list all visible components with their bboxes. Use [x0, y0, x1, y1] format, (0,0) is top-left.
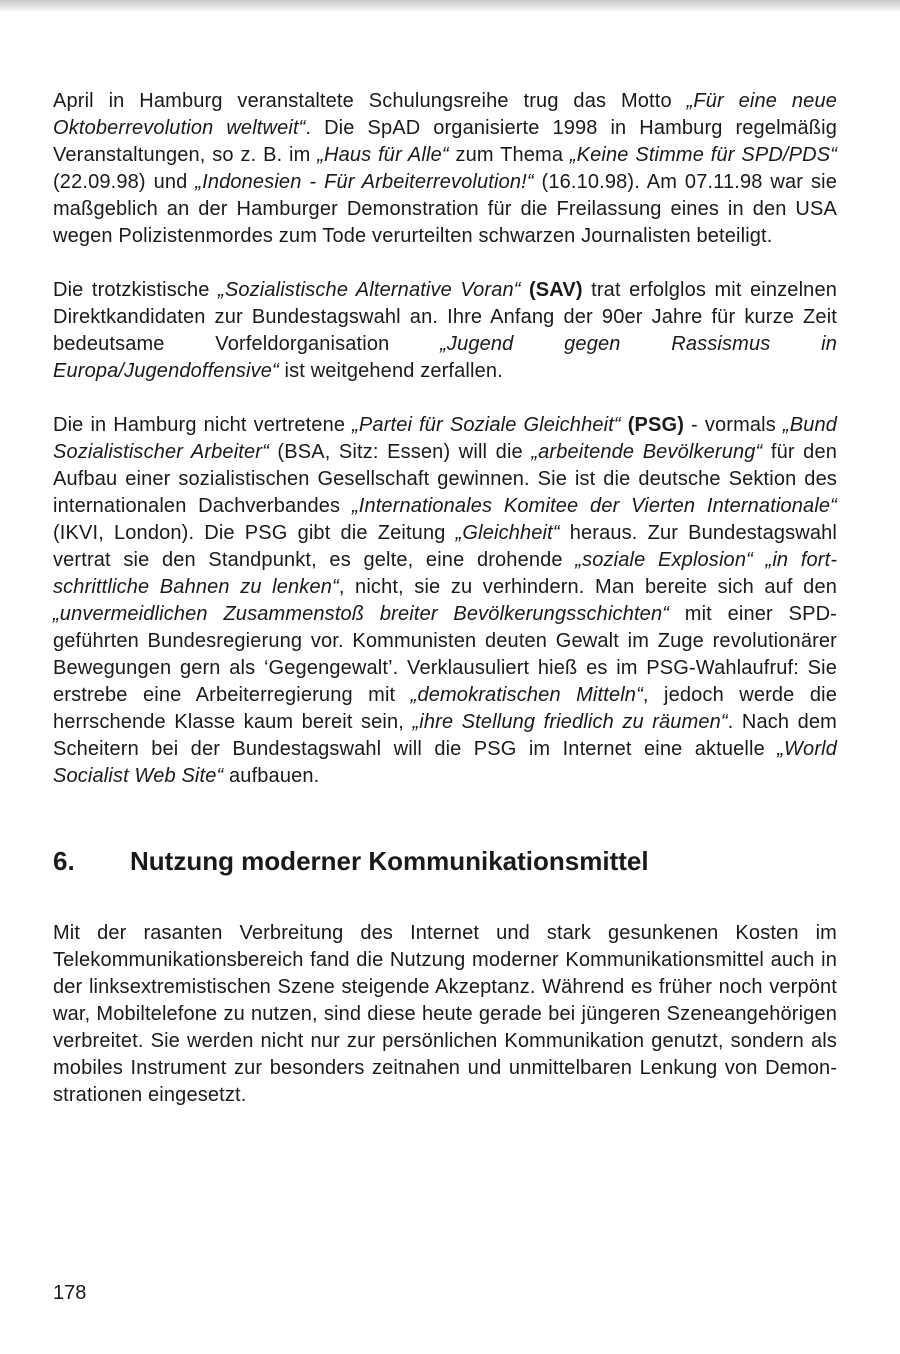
text-run: heraus. Zur Bundestagswahl vertrat sie den Standpunkt, es gelte, eine drohende: [53, 522, 838, 571]
text-run: „Indonesien - Für Arbeiterrevolution!“: [195, 171, 534, 193]
section-title: Nutzung moderner Kommunikationsmittel: [130, 846, 649, 876]
text-run: (PSG): [627, 414, 685, 436]
text-run: (IKVI, London). Die PSG gibt die Zeitung: [53, 522, 456, 544]
text-run: . Die SpAD organisierte 1998 in Hamburg regelmäßig Veranstaltungen, so z. B. im: [53, 117, 837, 166]
text-run: „unvermeidlichen Zusammenstoß breiter Bevölkerungsschichten“: [53, 603, 670, 625]
text-run: „Internationales Komitee der Vierten Internationale“: [351, 495, 837, 517]
page-top-edge: [0, 0, 900, 12]
text-run: - vormals: [684, 414, 783, 436]
text-run: , nicht, sie zu verhindern. Man bereite sich auf den: [338, 576, 837, 598]
text-run: (BSA, Sitz: Essen) will die: [268, 441, 532, 463]
section-heading: [53, 845, 837, 877]
text-run: „demokratischen Mitteln“: [410, 684, 643, 706]
text-run: „Jugend gegen Rassismus in Europa/Jugendoffensive“: [53, 333, 837, 382]
paragraph-sav: [53, 277, 837, 385]
paragraph-spad: [53, 88, 837, 250]
text-run: ist weitgehend zerfallen.: [278, 360, 503, 382]
text-run: „World Socialist Web Site“: [53, 738, 837, 787]
text-run: [621, 414, 628, 436]
text-run: (SAV): [529, 279, 583, 301]
text-run: „Partei für Soziale Gleichheit“: [352, 414, 621, 436]
text-run: (22.09.98) und: [53, 171, 196, 193]
text-run: „Sozialistische Alternative Voran“: [218, 279, 521, 301]
text-run: Die trotzkistische: [53, 279, 219, 301]
text-run: „soziale Explosion“ „in fortschrittliche Bahnen zu lenken“: [53, 549, 837, 598]
text-run: zum Thema: [448, 144, 570, 166]
text-run: für den Aufbau einer sozialistischen Gesellschaft gewinnen. Sie ist die deutsche Sektion des internationalen Dachverbandes: [53, 441, 837, 517]
section-number: 6.: [53, 846, 75, 876]
text-run: , jedoch werde die herrschende Klasse kaum bereit sein,: [53, 684, 837, 733]
text-run: aufbauen.: [223, 765, 320, 787]
text-run: . Nach dem Scheitern bei der Bundestagswahl will die PSG im Internet eine aktuelle: [53, 711, 837, 760]
text-run: trat erfolglos mit einzelnen Direktkandidaten zur Bundestagswahl an. Ihre Anfang der 90er Jahre für kurze Zeit bedeutsame Vorfeldorganisation: [53, 279, 837, 355]
page-number: 178: [53, 1282, 87, 1304]
text-run: (16.10.98). Am 07.11.98 war sie maßgeblich an der Hamburger Demonstration für die Freilassung eines in den USA wegen Polizistenmordes zum Tode verurteilten schwarzen Journalisten beteiligt.: [53, 171, 837, 247]
paragraph-kommunikation: Mit der rasanten Verbreitung des Internet und stark gesunkenen Kosten im Telekommunikationsbereich fand die Nutzung moderner Kommunikationsmittel auch in der linksextremistischen Szene steigende Akzeptanz. Während es früher noch verpönt war, Mobiltelefone zu nutzen, sind diese heute gerade bei jüngeren Szeneangehörigen verbreitet. Sie werden nicht nur zur persönlichen Kommunikation genutzt, sondern als mobiles Instrument zur besonders zeitnahen und unmittelbaren Lenkung von Demonstrationen eingesetzt.: [53, 922, 837, 1106]
text-run: April in Hamburg veranstaltete Schulungsreihe trug das Motto: [53, 90, 687, 112]
text-run: „Haus für Alle“: [317, 144, 449, 166]
text-run: „Für eine neue Oktoberrevolution weltweit“: [53, 90, 837, 139]
text-run: „arbeitende Bevölkerung“: [531, 441, 763, 463]
text-run: „Gleichheit“: [455, 522, 560, 544]
text-run: Die in Hamburg nicht vertretene: [53, 414, 353, 436]
text-run: „Keine Stimme für SPD/PDS“: [569, 144, 838, 166]
text-run: [521, 279, 529, 301]
text-run: „ihre Stellung friedlich zu räumen“: [412, 711, 728, 733]
paragraph-psg: [53, 412, 837, 790]
text-run: mit einer SPD-geführten Bundesregierung vor. Kommunisten deuten Gewalt im Zuge revolutionärer Bewegungen gern als ‘Gegengewalt’. Verklausuliert hieß es im PSG-Wahlaufruf: Sie erstrebe eine Arbeiterregierung mit: [53, 603, 837, 706]
page-body: [53, 88, 837, 1109]
text-run: „Bund Sozialistischer Arbeiter“: [53, 414, 838, 463]
